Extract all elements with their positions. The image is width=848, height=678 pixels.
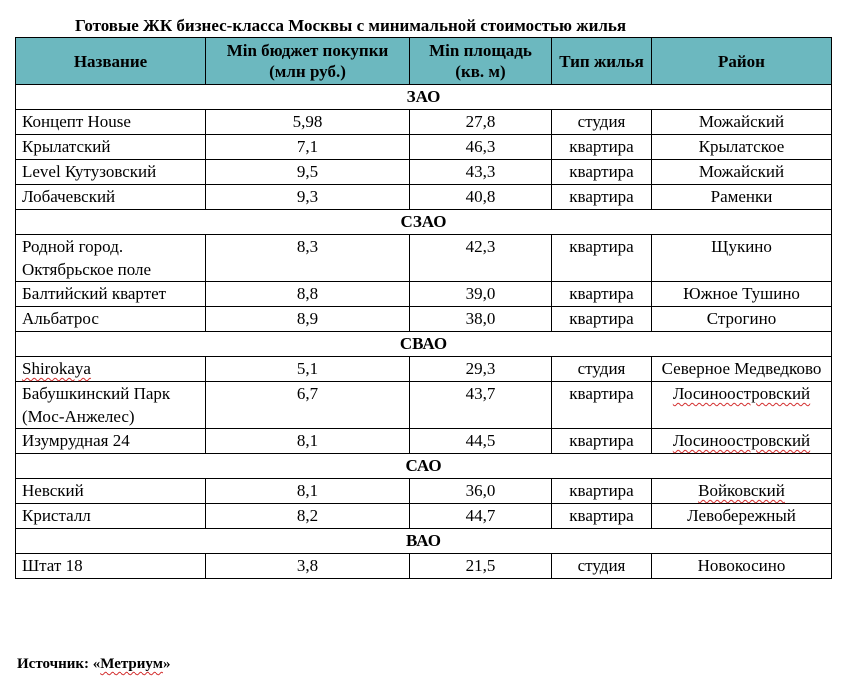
table-row <box>16 479 832 504</box>
source-prefix: Источник: « <box>17 656 101 672</box>
cell-area: 27,8 <box>410 110 552 135</box>
table-row <box>16 235 832 282</box>
cell-type: студия <box>552 554 652 579</box>
cell-budget: 5,98 <box>206 110 410 135</box>
cell-name: Лобачевский <box>16 185 206 210</box>
table-title: Готовые ЖК бизнес-класса Москвы с минимальной стоимостью жилья <box>75 16 627 35</box>
cell-name: Концепт House <box>16 110 206 135</box>
cell-budget: 9,5 <box>206 160 410 185</box>
header-row <box>16 38 832 85</box>
cell-name: Изумрудная 24 <box>16 429 206 454</box>
cell-type: студия <box>552 110 652 135</box>
cell-type: квартира <box>552 235 652 282</box>
group-row-sao <box>16 454 832 479</box>
group-label: СВАО <box>16 332 832 357</box>
cell-area: 39,0 <box>410 282 552 307</box>
group-row-vao <box>16 529 832 554</box>
cell-district: Строгино <box>652 307 832 332</box>
cell-type: квартира <box>552 282 652 307</box>
source-suffix: » <box>162 656 171 672</box>
cell-name: Крылатский <box>16 135 206 160</box>
group-label: ЗАО <box>16 85 832 110</box>
col-header-area: Min площадь (кв. м) <box>410 38 552 85</box>
table-row <box>16 357 832 382</box>
cell-district <box>652 429 832 454</box>
cell-budget: 3,8 <box>206 554 410 579</box>
col-header-budget: Min бюджет покупки (млн руб.) <box>206 38 410 85</box>
cell-type: квартира <box>552 504 652 529</box>
cell-name-text: Shirokaya <box>22 359 91 378</box>
cell-district-text: Лосиноостровский <box>672 384 811 403</box>
cell-budget: 8,3 <box>206 235 410 282</box>
cell-type: квартира <box>552 479 652 504</box>
cell-area: 38,0 <box>410 307 552 332</box>
cell-name: Родной город. Октябрьское поле <box>16 235 206 282</box>
cell-budget: 8,9 <box>206 307 410 332</box>
cell-name: Кристалл <box>16 504 206 529</box>
cell-area: 40,8 <box>410 185 552 210</box>
cell-area: 29,3 <box>410 357 552 382</box>
cell-area: 46,3 <box>410 135 552 160</box>
cell-district: Южное Тушино <box>652 282 832 307</box>
cell-budget: 9,3 <box>206 185 410 210</box>
cell-name: Невский <box>16 479 206 504</box>
cell-name: Балтийский квартет <box>16 282 206 307</box>
cell-type: квартира <box>552 382 652 429</box>
cell-budget: 5,1 <box>206 357 410 382</box>
source-note <box>17 654 170 674</box>
group-label: САО <box>16 454 832 479</box>
table-row <box>16 554 832 579</box>
table-row <box>16 429 832 454</box>
cell-area: 43,3 <box>410 160 552 185</box>
cell-type: квартира <box>552 307 652 332</box>
cell-district <box>652 479 832 504</box>
group-label: ВАО <box>16 529 832 554</box>
cell-area: 42,3 <box>410 235 552 282</box>
cell-district: Северное Медведково <box>652 357 832 382</box>
cell-district: Новокосино <box>652 554 832 579</box>
cell-area: 44,7 <box>410 504 552 529</box>
table-row <box>16 110 832 135</box>
cell-name: Бабушкинский Парк (Мос-Анжелес) <box>16 382 206 429</box>
cell-district: Щукино <box>652 235 832 282</box>
cell-name: Штат 18 <box>16 554 206 579</box>
cell-budget: 8,1 <box>206 429 410 454</box>
group-row-zao <box>16 85 832 110</box>
cell-type: квартира <box>552 135 652 160</box>
cell-type: квартира <box>552 185 652 210</box>
cell-name: Level Кутузовский <box>16 160 206 185</box>
group-row-szao <box>16 210 832 235</box>
cell-area: 36,0 <box>410 479 552 504</box>
cell-district: Крылатское <box>652 135 832 160</box>
cell-area: 21,5 <box>410 554 552 579</box>
table-row <box>16 504 832 529</box>
table-row <box>16 307 832 332</box>
cell-district <box>652 382 832 429</box>
cell-type: студия <box>552 357 652 382</box>
group-row-svao <box>16 332 832 357</box>
cell-budget: 8,2 <box>206 504 410 529</box>
cell-district: Можайский <box>652 160 832 185</box>
cell-district: Раменки <box>652 185 832 210</box>
table-row <box>16 185 832 210</box>
cell-name <box>16 357 206 382</box>
cell-budget: 8,1 <box>206 479 410 504</box>
col-header-type: Тип жилья <box>552 38 652 85</box>
col-header-name: Название <box>16 38 206 85</box>
cell-type: квартира <box>552 429 652 454</box>
cell-name: Альбатрос <box>16 307 206 332</box>
cell-budget: 6,7 <box>206 382 410 429</box>
table-row <box>16 160 832 185</box>
cell-district: Левобережный <box>652 504 832 529</box>
table-row <box>16 282 832 307</box>
col-header-district: Район <box>652 38 832 85</box>
cell-budget: 8,8 <box>206 282 410 307</box>
cell-type: квартира <box>552 160 652 185</box>
cell-district-text: Лосиноостровский <box>672 431 811 450</box>
cell-area: 43,7 <box>410 382 552 429</box>
source-name: Метриум <box>100 656 163 672</box>
cell-district-text: Войковский <box>698 481 785 500</box>
cell-budget: 7,1 <box>206 135 410 160</box>
table-row <box>16 382 832 429</box>
cell-area: 44,5 <box>410 429 552 454</box>
cell-district: Можайский <box>652 110 832 135</box>
group-label: СЗАО <box>16 210 832 235</box>
table-row <box>16 135 832 160</box>
data-table <box>15 37 832 579</box>
